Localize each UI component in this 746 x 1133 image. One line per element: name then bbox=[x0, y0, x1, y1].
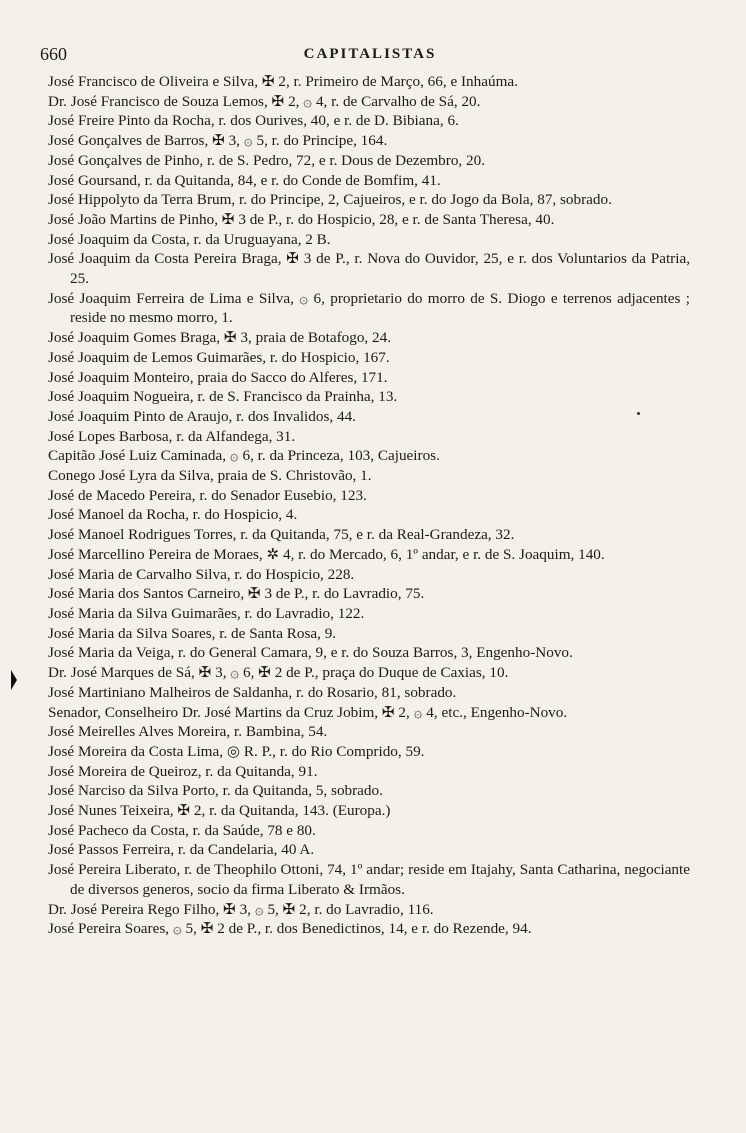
directory-entry: José João Martins de Pinho, ✠ 3 de P., r. do Hospicio, 28, e r. de Santa Theresa, 40. bbox=[48, 210, 555, 228]
directory-entry: José Marcellino Pereira de Moraes, ✲ 4, r. do Mercado, 6, 1º andar, e r. de S. Joaquim, 140. bbox=[48, 545, 605, 563]
margin-arrow-mark bbox=[11, 670, 17, 690]
directory-entry: José Meirelles Alves Moreira, r. Bambina, 54. bbox=[48, 723, 328, 741]
section-title: CAPITALISTAS bbox=[303, 46, 437, 62]
directory-entry: José Lopes Barbosa, r. da Alfandega, 31. bbox=[48, 427, 296, 445]
directory-entry: José Maria da Silva Soares, r. de Santa Rosa, 9. bbox=[48, 624, 337, 642]
directory-entry: José Pereira Liberato, r. de Theophilo Ottoni, 74, 1º andar; reside em Itajahy, Santa Catharina, negociante de diversos generos, socio da firma Liberato & Irmãos. bbox=[48, 861, 690, 898]
directory-entry: José Joaquim Nogueira, r. de S. Francisco da Prainha, 13. bbox=[48, 388, 398, 406]
page-header bbox=[40, 44, 700, 66]
directory-entry: Conego José Lyra da Silva, praia de S. Christovão, 1. bbox=[48, 467, 372, 485]
directory-entry: José Francisco de Oliveira e Silva, ✠ 2, r. Primeiro de Março, 66, e Inhaúma. bbox=[48, 73, 518, 90]
page-number: 660 bbox=[40, 44, 67, 64]
directory-entry: José Moreira de Queiroz, r. da Quitanda, 91. bbox=[48, 762, 318, 780]
directory-entry: José Joaquim da Costa, r. da Uruguayana, 2 B. bbox=[48, 230, 331, 248]
directory-entry: José Goursand, r. da Quitanda, 84, e r. do Conde de Bomfim, 41. bbox=[48, 171, 441, 189]
directory-entry: José Passos Ferreira, r. da Candelaria, 40 A. bbox=[48, 841, 315, 859]
directory-entry: José Joaquim Pinto de Araujo, r. dos Invalidos, 44. bbox=[48, 407, 356, 425]
directory-entry: José Joaquim Ferreira de Lima e Silva, ۞ 6, proprietario do morro de S. Diogo e terrenos adjacentes ; reside no mesmo morro, 1. bbox=[48, 289, 690, 327]
directory-entry: José Joaquim da Costa Pereira Braga, ✠ 3 de P., r. Nova do Ouvidor, 25, e r. dos Voluntarios da Patria, 25. bbox=[48, 250, 690, 288]
ink-speck bbox=[637, 412, 640, 415]
entry-list bbox=[48, 72, 690, 939]
directory-entry: José Freire Pinto da Rocha, r. dos Ourives, 40, e r. de D. Bibiana, 6. bbox=[48, 112, 459, 130]
directory-entry: Dr. José Pereira Rego Filho, ✠ 3, ۞ 5, ✠ 2, r. do Lavradio, 116. bbox=[48, 900, 434, 918]
directory-entry: José Maria da Silva Guimarães, r. do Lavradio, 122. bbox=[48, 604, 365, 622]
directory-entry: José Joaquim de Lemos Guimarães, r. do Hospicio, 167. bbox=[48, 348, 390, 366]
directory-entry: José Joaquim Monteiro, praia do Sacco do Alferes, 171. bbox=[48, 368, 388, 386]
directory-entry: José Pacheco da Costa, r. da Saúde, 78 e 80. bbox=[48, 821, 316, 839]
directory-entry: José de Macedo Pereira, r. do Senador Eusebio, 123. bbox=[48, 486, 367, 504]
directory-entry: José Joaquim Gomes Braga, ✠ 3, praia de Botafogo, 24. bbox=[48, 329, 391, 347]
directory-entry: José Martiniano Malheiros de Saldanha, r. do Rosario, 81, sobrado. bbox=[48, 683, 457, 701]
directory-entry: José Moreira da Costa Lima, ◎ R. P., r. do Rio Comprido, 59. bbox=[48, 742, 425, 760]
directory-entry: José Narciso da Silva Porto, r. da Quitanda, 5, sobrado. bbox=[48, 782, 383, 800]
directory-entry: José Hippolyto da Terra Brum, r. do Principe, 2, Cajueiros, e r. do Jogo da Bola, 87, sobrado. bbox=[48, 191, 612, 209]
directory-entry: José Maria dos Santos Carneiro, ✠ 3 de P., r. do Lavradio, 75. bbox=[48, 585, 425, 603]
directory-entry: José Nunes Teixeira, ✠ 2, r. da Quitanda, 143. (Europa.) bbox=[48, 802, 391, 820]
directory-entry: Senador, Conselheiro Dr. José Martins da Cruz Jobim, ✠ 2, ۞ 4, etc., Engenho-Novo. bbox=[48, 703, 568, 721]
directory-entry: José Gonçalves de Pinho, r. de S. Pedro, 72, e r. Dous de Dezembro, 20. bbox=[48, 151, 485, 169]
directory-entry: José Manoel Rodrigues Torres, r. da Quitanda, 75, e r. da Real-Grandeza, 32. bbox=[48, 526, 515, 544]
directory-entry: José Manoel da Rocha, r. do Hospicio, 4. bbox=[48, 506, 298, 524]
directory-entry: José Maria de Carvalho Silva, r. do Hospicio, 228. bbox=[48, 565, 355, 583]
directory-entry: José Gonçalves de Barros, ✠ 3, ۞ 5, r. do Principe, 164. bbox=[48, 132, 388, 150]
directory-entry: Capitão José Luiz Caminada, ۞ 6, r. da Princeza, 103, Cajueiros. bbox=[48, 447, 440, 465]
directory-entry: Dr. José Francisco de Souza Lemos, ✠ 2, ۞ 4, r. de Carvalho de Sá, 20. bbox=[48, 92, 481, 110]
directory-entry: Dr. José Marques de Sá, ✠ 3, ۞ 6, ✠ 2 de P., praça do Duque de Caxias, 10. bbox=[48, 664, 509, 682]
directory-entry: José Maria da Veiga, r. do General Camara, 9, e r. do Souza Barros, 3, Engenho-Novo. bbox=[48, 644, 573, 662]
directory-entry: José Pereira Soares, ۞ 5, ✠ 2 de P., r. dos Benedictinos, 14, e r. do Rezende, 94. bbox=[48, 920, 532, 938]
